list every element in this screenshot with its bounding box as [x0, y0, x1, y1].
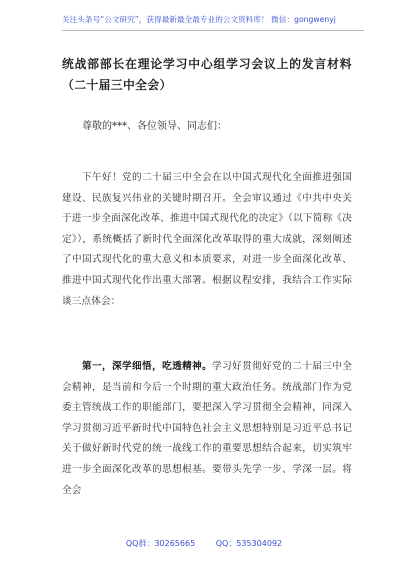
footer-qq: QQ：535304092: [215, 539, 283, 548]
header-divider: [62, 30, 364, 31]
paragraph-2-body: 学习好贯彻好党的二十届三中全会精神，是当前和今后一个时期的重大政治任务。统战部门作为党委主管统战工作的职能部门，要把深入学习贯彻全会精神，同深入学习贯彻习近平新时代中国特色社会主义思想特别是习近平总书记关于做好新时代党的统一战线工作的重要思想结合起来，切实筑牢进一步全面深化改革的思想根基。要带头先学一步、学深一层。将全会: [62, 361, 352, 496]
paragraph-2-lead: 第一，深学细悟，吃透精神。: [82, 361, 213, 372]
header-banner: 关注头条号“公文研究”，获得最新最全最专业的公文资料库！ 微信：gongwenyj: [62, 15, 336, 24]
paragraph-1: 下午好！党的二十届三中全会在以中国式现代化全面推进强国建设、民族复兴伟业的关键时期召开。全会审议通过《中共中央关于进一步全面深化改革、推进中国式现代化的决定》（以下简称《决定》），系统概括了新时代全面深化改革取得的重大成就，深刻阐述了中国式现代化的重大意义和本质要求，对进一步全面深化改革、推进中国式现代化作出重大部署。根据议程安排，我结合工作实际谈三点体会：: [62, 172, 352, 307]
paragraph-2: [62, 357, 352, 501]
salutation: 尊敬的***、各位领导、同志们：: [82, 121, 227, 132]
document-title: 统战部部长在理论学习中心组学习会议上的发言材料（二十届三中全会）: [62, 57, 352, 92]
footer-contact: [0, 538, 408, 549]
footer-qq-group: QQ群：30265665: [125, 539, 196, 548]
